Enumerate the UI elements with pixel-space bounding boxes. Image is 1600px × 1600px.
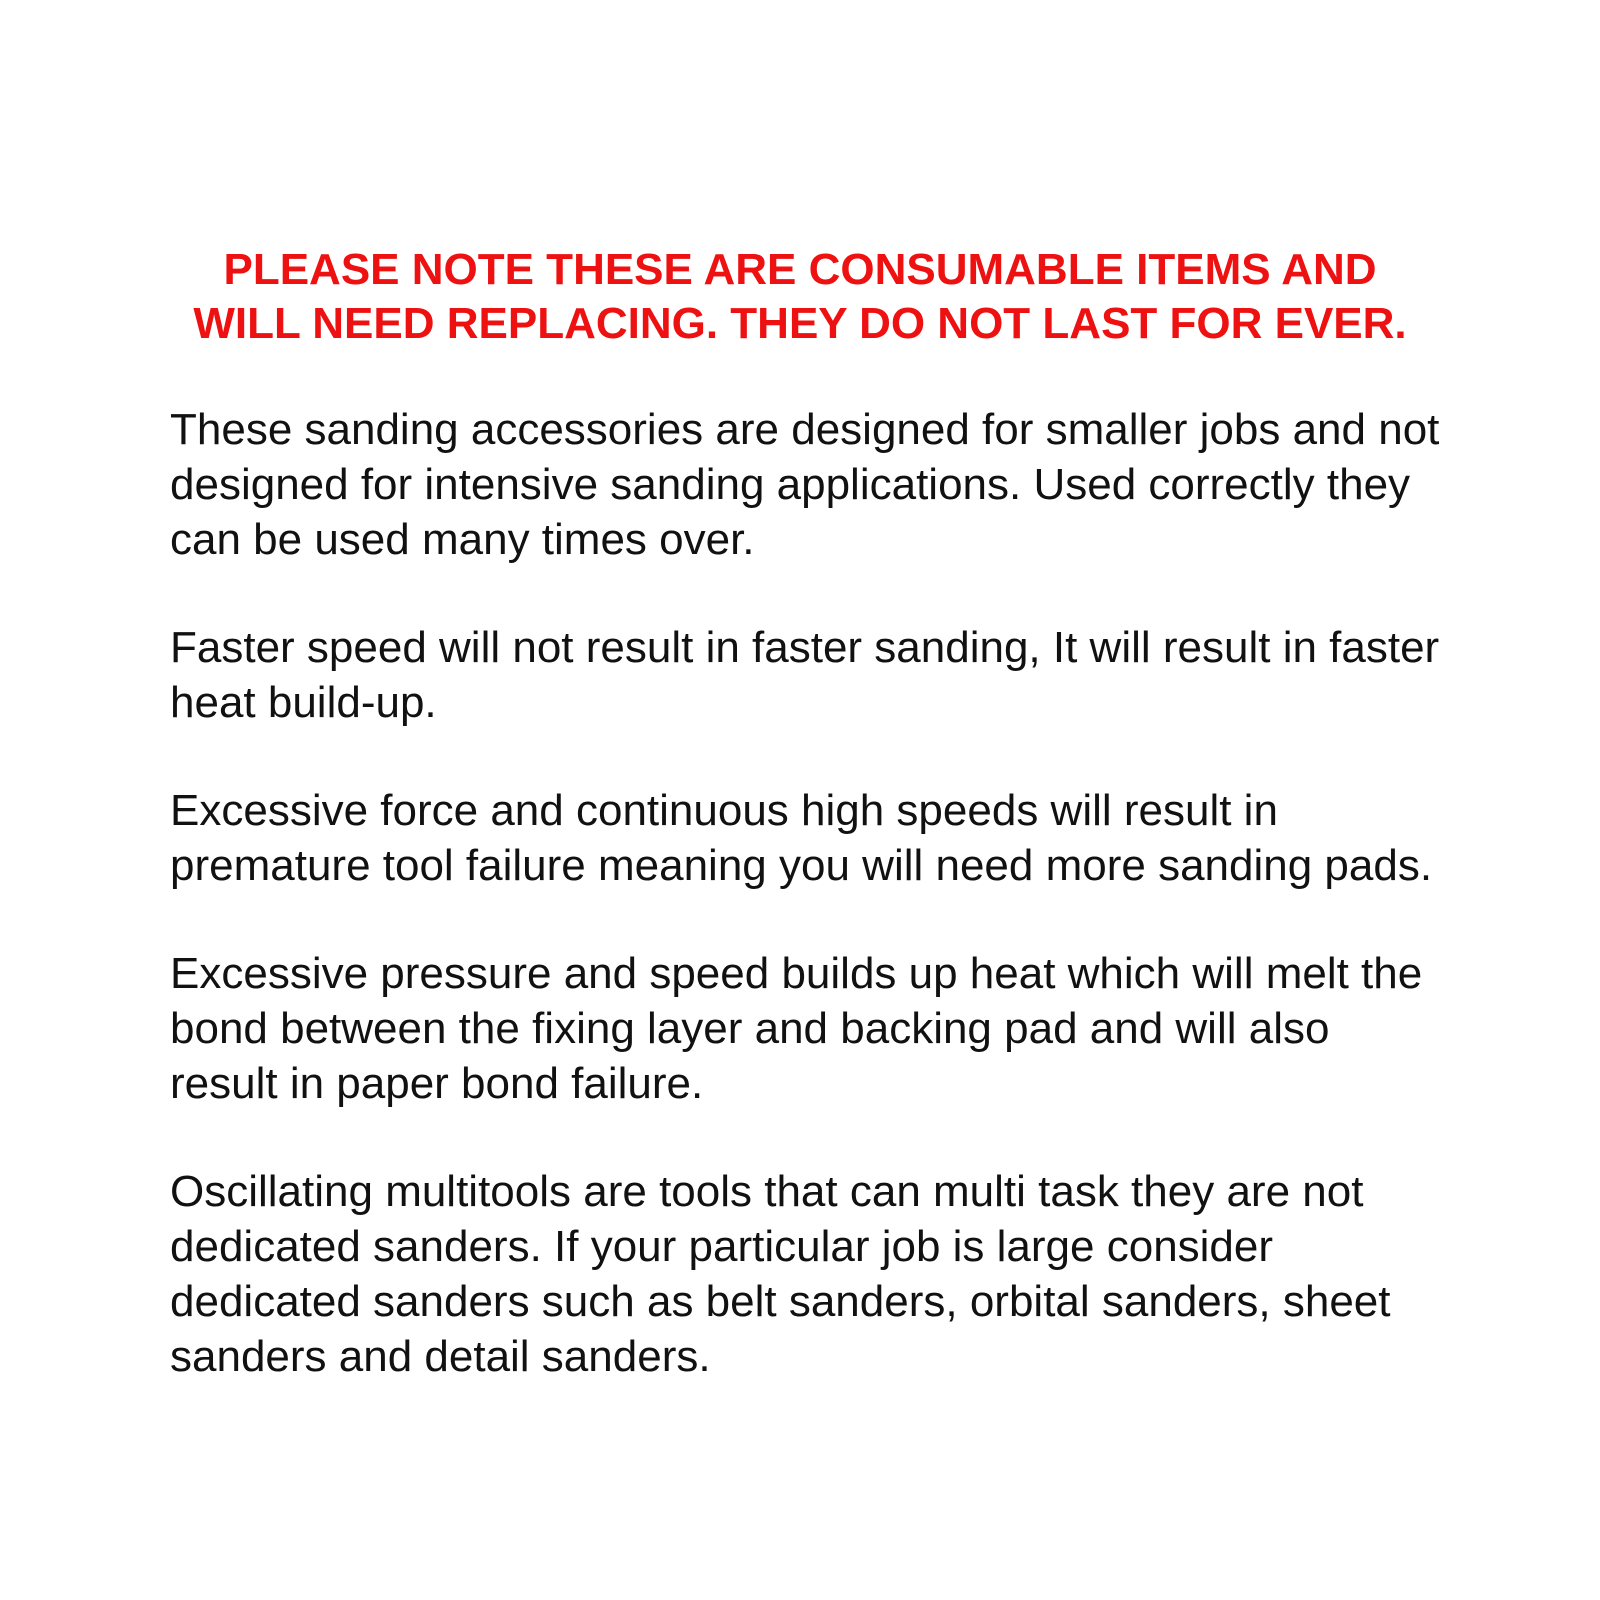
paragraph-intended-use: [170, 402, 1510, 567]
paragraph-line: Oscillating multitools are tools that can multi task they are not: [170, 1167, 1364, 1216]
paragraph-line: can be used many times over.: [170, 515, 755, 564]
paragraph-line: result in paper bond failure.: [170, 1059, 704, 1108]
paragraph-line: Excessive pressure and speed builds up heat which will melt the: [170, 949, 1423, 998]
paragraph-line: Excessive force and continuous high speeds will result in: [170, 786, 1278, 835]
consumable-notice: [100, 243, 1500, 351]
notice-line: WILL NEED REPLACING. THEY DO NOT LAST FOR EVER.: [193, 299, 1407, 348]
paragraph-line: Faster speed will not result in faster sanding, It will result in faster: [170, 623, 1440, 672]
paragraph-line: bond between the fixing layer and backing pad and will also: [170, 1004, 1330, 1053]
paragraph-line: designed for intensive sanding applications. Used correctly they: [170, 460, 1411, 509]
paragraph-line: heat build-up.: [170, 678, 437, 727]
paragraph-force: [170, 783, 1510, 893]
notice-line: PLEASE NOTE THESE ARE CONSUMABLE ITEMS AND: [223, 245, 1377, 294]
usage-guidance: [170, 402, 1510, 1437]
paragraph-line: dedicated sanders such as belt sanders, orbital sanders, sheet: [170, 1277, 1391, 1326]
paragraph-line: These sanding accessories are designed for smaller jobs and not: [170, 405, 1440, 454]
paragraph-line: dedicated sanders. If your particular job is large consider: [170, 1222, 1274, 1271]
paragraph-line: premature tool failure meaning you will need more sanding pads.: [170, 841, 1433, 890]
paragraph-multitools: [170, 1164, 1510, 1384]
paragraph-line: sanders and detail sanders.: [170, 1332, 711, 1381]
paragraph-pressure: [170, 946, 1510, 1111]
paragraph-speed: [170, 620, 1510, 730]
